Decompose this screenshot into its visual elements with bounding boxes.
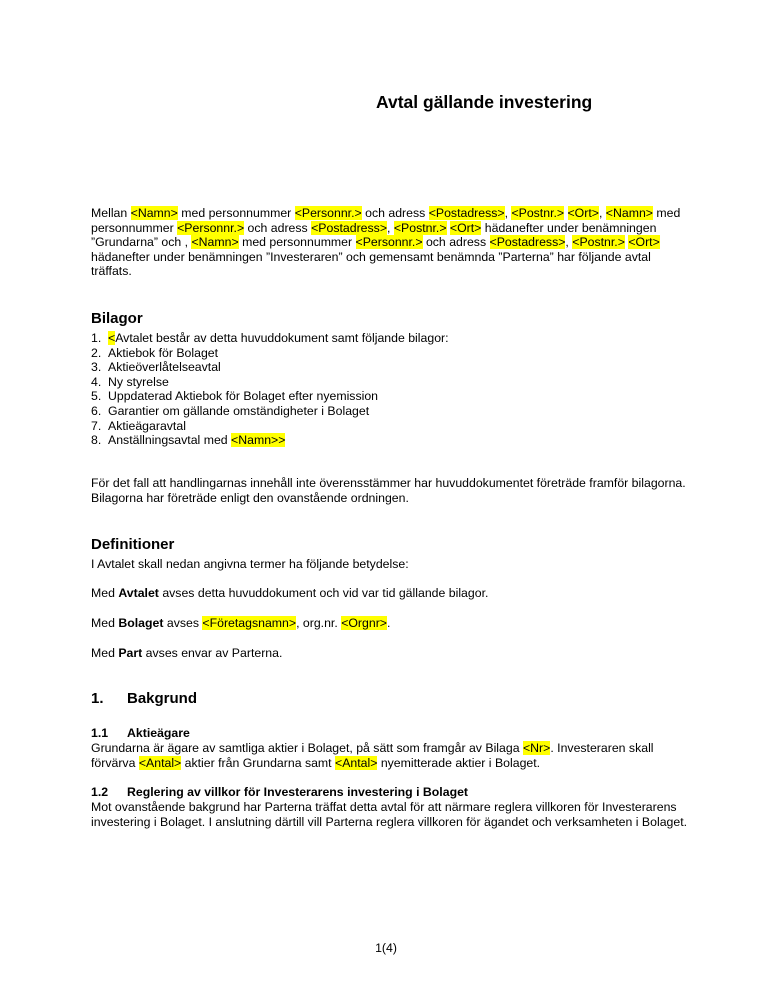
text-run: hädanefter under benämningen ”Grundarna” och , <box>91 220 657 250</box>
text-run: Aktieöverlåtelseavtal <box>108 360 221 375</box>
text-run: Aktiebok för Bolaget <box>108 345 219 360</box>
text-run: hädanefter under benämningen ”Investeraren” och gemensamt benämnda ”Parterna” har följande avtal träffats. <box>91 249 651 279</box>
list-text <box>108 375 169 390</box>
text-run: , <box>598 206 606 220</box>
list-item <box>91 331 449 346</box>
list-item <box>91 433 449 448</box>
list-item <box>91 419 449 434</box>
text-run: , <box>565 235 573 250</box>
defined-term: Part <box>118 646 143 660</box>
placeholder-field: <Ort> <box>628 235 660 250</box>
intro-paragraph <box>91 206 691 279</box>
defined-term: Avtalet <box>118 586 159 600</box>
text-run: nyemitterade aktier i Bolaget. <box>377 755 541 770</box>
section-1-1-body <box>91 741 691 770</box>
list-number: 2. <box>91 345 102 360</box>
bilagor-heading: Bilagor <box>91 310 143 327</box>
list-text <box>108 389 378 404</box>
list-number: 1. <box>91 331 102 345</box>
definition-bolaget <box>91 616 691 631</box>
placeholder-field: <Postadress> <box>428 206 505 220</box>
text-run: . Investeraren skall förvärva <box>91 741 654 770</box>
list-number: 6. <box>91 403 102 418</box>
list-number: 8. <box>91 433 102 448</box>
text-run: avses envar av Parterna. <box>142 646 283 660</box>
text-run: , <box>387 220 394 235</box>
placeholder-field: <Postnr.> <box>572 235 625 250</box>
definition-part <box>91 646 691 661</box>
definitioner-intro: I Avtalet skall nedan angivna termer ha följande betydelse: <box>91 557 409 571</box>
text-run: avses <box>163 616 203 630</box>
text-run: avses detta huvuddokument och vid var tid gällande bilagor. <box>158 586 489 600</box>
page-number: 1(4) <box>375 941 397 955</box>
text-run: aktier från Grundarna samt <box>181 755 336 770</box>
section-1-heading: 1. Bakgrund <box>91 690 198 707</box>
text-run: med personnummer <box>91 206 681 235</box>
placeholder-field: <Namn> <box>191 235 239 250</box>
list-item <box>91 346 449 361</box>
placeholder-field: <Antal> <box>138 755 182 770</box>
placeholder-field: <Orgnr> <box>341 616 387 630</box>
placeholder-field: <Postnr.> <box>511 206 565 220</box>
list-text <box>108 433 285 448</box>
text-run: Uppdaterad Aktiebok för Bolaget efter nyemission <box>108 389 379 404</box>
list-item <box>91 404 449 419</box>
text-run: och adress <box>422 235 490 250</box>
list-text <box>108 404 369 419</box>
list-text <box>108 346 218 361</box>
list-text <box>108 331 449 346</box>
placeholder-field: <Postnr.> <box>393 220 447 235</box>
section-1-2-body: Mot ovanstående bakgrund har Parterna träffat detta avtal för att närmare reglera villkoren för Investerarens investering i Bolaget. I anslutning därtill vill Parterna reglera villkoren för ägandet och verksamheten i Bolaget. <box>91 800 688 829</box>
placeholder-field: <Postadress> <box>311 220 388 235</box>
list-number: 7. <box>91 418 102 433</box>
placeholder-field: <Nr> <box>522 741 551 755</box>
placeholder-field: <Företagsnamn> <box>202 616 297 630</box>
text-run: . <box>386 616 391 630</box>
list-number: 3. <box>91 360 102 375</box>
text-run: Med <box>91 616 119 630</box>
text-run: med personnummer <box>177 206 295 220</box>
placeholder-field: <Namn> <box>130 206 178 220</box>
list-item <box>91 375 449 390</box>
section-1-2-heading: 1.2 Reglering av villkor för Investerarens investering i Bolaget <box>91 785 469 799</box>
list-number: 4. <box>91 374 102 389</box>
text-run: Ny styrelse <box>108 374 169 389</box>
placeholder-field: <Personnr.> <box>294 206 362 220</box>
text-run: , <box>504 206 512 220</box>
list-item <box>91 360 449 375</box>
placeholder-field: <Antal> <box>335 755 378 770</box>
text-run: Mellan <box>91 206 131 220</box>
definition-avtalet <box>91 586 691 601</box>
text-run: Med <box>91 646 119 660</box>
text-run: och adress <box>244 220 312 235</box>
text-run <box>564 206 567 220</box>
placeholder-field: <Ort> <box>449 220 482 235</box>
text-run: Anställningsavtal med <box>108 433 232 448</box>
text-run: och adress <box>361 206 429 220</box>
placeholder-field: <Personnr.> <box>355 235 423 250</box>
placeholder-field: <Postadress> <box>489 235 566 250</box>
text-run: , org.nr. <box>296 616 342 630</box>
text-run: Aktieägaravtal <box>108 418 186 433</box>
placeholder-field: <Namn> <box>605 206 653 220</box>
text-run: Avtalet består av detta huvuddokument samt följande bilagor: <box>115 331 449 345</box>
placeholder-field: <Personnr.> <box>177 220 245 235</box>
list-text <box>108 419 186 434</box>
list-number: 5. <box>91 389 102 404</box>
list-item <box>91 389 449 404</box>
text-run: Med <box>91 586 119 600</box>
document-title: Avtal gällande investering <box>376 92 593 112</box>
text-run: med personnummer <box>238 235 356 250</box>
bilagor-list <box>91 331 449 448</box>
placeholder-field: <Namn>> <box>231 433 286 448</box>
list-text <box>108 360 221 375</box>
placeholder-field: <Ort> <box>567 206 599 220</box>
precedence-paragraph: För det fall att handlingarnas innehåll inte överensstämmer har huvuddokumentet företräde framför bilagorna. Bilagorna har företräde enligt den ovanstående ordningen. <box>91 476 686 505</box>
section-1-1-heading: 1.1 Aktieägare <box>91 726 190 740</box>
definitioner-heading: Definitioner <box>91 536 175 553</box>
text-run: Grundarna är ägare av samtliga aktier i Bolaget, på sätt som framgår av Bilaga <box>91 741 523 755</box>
placeholder-field: < <box>108 331 116 345</box>
text-run: Garantier om gällande omständigheter i Bolaget <box>108 403 370 418</box>
defined-term: Bolaget <box>118 616 164 630</box>
